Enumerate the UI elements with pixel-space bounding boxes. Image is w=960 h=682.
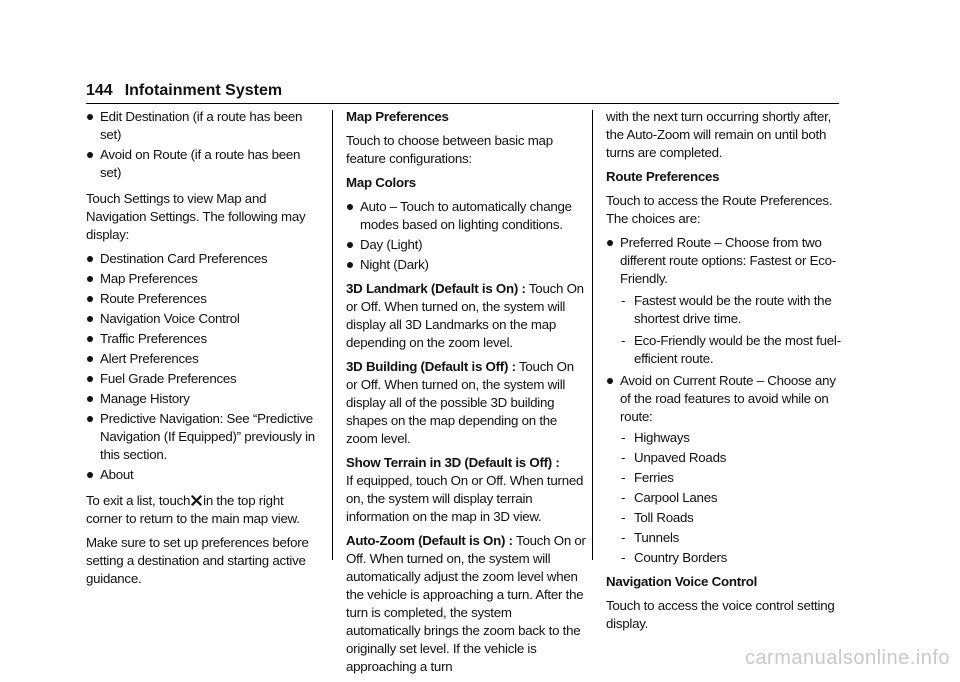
- list-item: Day (Light): [346, 236, 586, 254]
- landmark-label: 3D Landmark (Default is On) :: [346, 281, 526, 296]
- column-1: [86, 108, 322, 594]
- autozoom-paragraph: [346, 532, 586, 676]
- list-item: Predictive Navigation: See “Predictive Navigation (If Equipped)” previously in this section.: [86, 410, 322, 464]
- column-divider-1: [332, 110, 333, 560]
- section-title: Infotainment System: [124, 82, 283, 99]
- list-item: Navigation Voice Control: [86, 310, 322, 328]
- landmark-text: Touch On or Off. When turned on, the system will display all 3D Landmarks on the map depending on the zoom level.: [346, 281, 584, 350]
- list-item: Manage History: [86, 390, 322, 408]
- map-preferences-text: Touch to choose between basic map feature configurations:: [346, 133, 553, 166]
- list-item: Edit Destination (if a route has been set): [86, 108, 322, 144]
- sub-list-item: - Fastest would be the route with the shortest drive time.: [606, 292, 846, 328]
- autozoom-continuation: with the next turn occurring shortly after, the Auto-Zoom will remain on until both turns are completed.: [606, 109, 832, 160]
- watermark: carmanualsonline.info: [744, 647, 950, 669]
- list-item: Fuel Grade Preferences: [86, 370, 322, 388]
- building-text: Touch On or Off. When turned on, the system will display all of the possible 3D building shapes on the map depending on the zoom level.: [346, 359, 574, 446]
- column-2: [346, 108, 586, 682]
- exit-list-paragraph: [86, 492, 322, 528]
- settings-paragraph: Touch Settings to view Map and Navigation Settings. The following may display:: [86, 191, 306, 242]
- list-item: Night (Dark): [346, 256, 586, 274]
- terrain-paragraph: [346, 454, 586, 526]
- sub-list-item: - Highways: [606, 429, 846, 447]
- sub-list-item: - Tunnels: [606, 529, 846, 547]
- list-item: About: [86, 466, 322, 484]
- landmark-paragraph: [346, 280, 586, 352]
- exit-text-pre: To exit a list, touch: [86, 493, 191, 508]
- column-divider-2: [592, 110, 593, 560]
- sub-list-item: - Unpaved Roads: [606, 449, 846, 467]
- autozoom-label: Auto-Zoom (Default is On) :: [346, 533, 513, 548]
- terrain-label: Show Terrain in 3D (Default is Off) :: [346, 455, 560, 470]
- exit-text-post: in the top right corner to return to the main map view.: [86, 493, 300, 526]
- sub-list-item: - Carpool Lanes: [606, 489, 846, 507]
- sub-list-item: - Country Borders: [606, 549, 846, 567]
- list-item: Preferred Route – Choose from two different route options: Fastest or Eco-Friendly.: [606, 234, 846, 288]
- autozoom-text: Touch On or Off. When turned on, the system will automatically adjust the zoom level when the vehicle is approaching a turn. After the turn is completed, the system automatically brings the zoom back to the originally set level. If the vehicle is approaching a turn: [346, 533, 586, 674]
- list-item: Traffic Preferences: [86, 330, 322, 348]
- sub-list-item: - Eco-Friendly would be the most fuel-efficient route.: [606, 332, 846, 368]
- map-colors-heading: Map Colors: [346, 175, 416, 190]
- page-number: 144: [86, 82, 113, 99]
- list-item: Destination Card Preferences: [86, 250, 322, 268]
- route-preferences-text: Touch to access the Route Preferences. The choices are:: [606, 193, 833, 226]
- terrain-text: If equipped, touch On or Off. When turned on, the system will display terrain information on the map in 3D view.: [346, 473, 584, 524]
- voice-control-heading: Navigation Voice Control: [606, 574, 758, 589]
- close-icon: [191, 495, 202, 506]
- route-preferences-heading: Route Preferences: [606, 169, 720, 184]
- list-item: Auto – Touch to automatically change modes based on lighting conditions.: [346, 198, 586, 234]
- page-header: [86, 82, 282, 100]
- column-3: [606, 108, 846, 639]
- list-item: Avoid on Current Route – Choose any of the road features to avoid while on route:: [606, 372, 846, 426]
- building-label: 3D Building (Default is Off) :: [346, 359, 516, 374]
- setup-paragraph: Make sure to set up preferences before setting a destination and starting active guidance.: [86, 535, 309, 586]
- list-item: Alert Preferences: [86, 350, 322, 368]
- sub-list-item: - Toll Roads: [606, 509, 846, 527]
- building-paragraph: [346, 358, 586, 448]
- map-preferences-heading: Map Preferences: [346, 109, 449, 124]
- list-item: Route Preferences: [86, 290, 322, 308]
- list-item: Avoid on Route (if a route has been set): [86, 146, 322, 182]
- voice-control-text: Touch to access the voice control setting display.: [606, 598, 835, 631]
- header-rule: [86, 103, 839, 104]
- sub-list-item: - Ferries: [606, 469, 846, 487]
- list-item: Map Preferences: [86, 270, 322, 288]
